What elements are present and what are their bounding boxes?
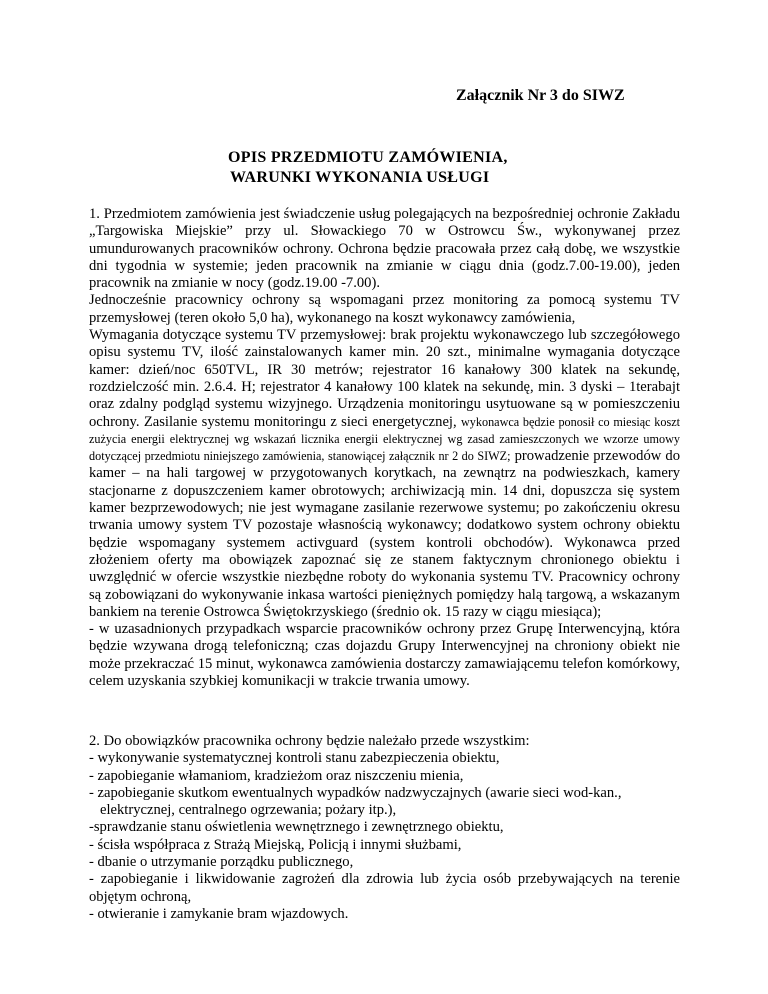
section-1 [89, 206, 680, 690]
section-1-paragraph-intervention: - w uzasadnionych przypadkach wsparcie pracowników ochrony przez Grupę Interwencyjną, która będzie wzywana drogą telefoniczną; czas dojazdu Grupy Interwencyjnej na chroniony obiekt nie może przekraczać 15 minut, wykonawca zamówienia dostarczy zamawiającemu telefon komórkowy, celem uzyskania szybkiej komunikacji w trakcie trwania umowy. [89, 621, 680, 690]
document-title-line-2: WARUNKI WYKONANIA USŁUGI [230, 169, 490, 186]
duty-item: - zapobieganie włamaniom, kradzieżom oraz niszczeniu mienia, [89, 767, 464, 784]
section-1-paragraph-requirements [89, 327, 680, 621]
section-1-paragraph-monitoring: Jednocześnie pracownicy ochrony są wspomagani przez monitoring za pomocą systemu TV przemysłowej (teren około 5,0 ha), wykonanego na koszt wykonawcy zamówienia, [89, 292, 680, 326]
requirements-text-continued: prowadzenie przewodów do kamer – na hali targowej w przygotowanych korytkach, na zewnątrz na podwieszkach, kamery stacjonarne z dopuszczeniem kamer obrotowych; archiwizacją min. 14 dni, dopuszcza się system kamer bezprzewodowych; nie jest wymagane zasilanie rezerwowe systemu; po zakończeniu okresu trwania umowy system TV pozostaje własnością wykonawcy; dodatkowo system ochrony obiektu będzie wspomagany systemem activguard (system kontroli obchodów). Wykonawca przed złożeniem oferty ma obowiązek zapoznać się ze stanem faktycznym chronionego obiektu i uwzględnić w ofercie wszystkie niezbędne roboty do wykonania systemu TV. Pracownicy ochrony są zobowiązani do wykonywanie inkasa wartości pieniężnych pomiędzy halą targową, a wskazanym bankiem na terenie Ostrowca Świętokrzyskiego (średnio ok. 15 razy w ciągu miesiąca); [89, 448, 680, 620]
section-1-paragraph-scope: 1. Przedmiotem zamówienia jest świadczenie usług polegających na bezpośredniej ochronie Zakładu „Targowiska Miejskie” przy ul. Słowackiego 70 w Ostrowcu Św., wykonywanej przez umundurowanych pracowników ochrony. Ochrona będzie pracowała przez całą dobę, we wszystkie dni tygodnia w systemie; jeden pracownik na zmianie w ciągu dnia (godz.7.00-19.00), jeden pracownik na zmianie w nocy (godz.19.00 -7.00). [89, 206, 680, 292]
attachment-label: Załącznik Nr 3 do SIWZ [456, 87, 625, 104]
duty-item: - zapobieganie i likwidowanie zagrożeń dla zdrowia lub życia osób przebywających na terenie objętym ochroną, [89, 871, 680, 905]
duty-item-continued: elektrycznej, centralnego ogrzewania; pożary itp.), [100, 802, 397, 819]
section-2 [89, 733, 680, 923]
section-2-intro: 2. Do obowiązków pracownika ochrony będzie należało przede wszystkim: [89, 733, 530, 749]
duty-item: - ścisła współpraca z Strażą Miejską, Policją i innymi służbami, [89, 836, 462, 853]
requirements-energy-note: wykonawca będzie ponosił co miesiąc koszt zużycia energii elektrycznej wg wskazań licznika energii elektrycznej wg zasad zamieszczonych we wzorze umowy dotyczącej przedmiotu niniejszego zamówienia, stanowiącej załącznik nr 2 do SIWZ; [89, 414, 680, 464]
requirements-text: Wymagania dotyczące systemu TV przemysłowej: brak projektu wykonawczego lub szczegółowego opisu systemu TV, ilość zainstalowanych kamer min. 20 szt., minimalne wymagania dotyczące kamer: dzień/noc 650TVL, IR 30 metrów; rejestrator 16 kanałowy 300 klatek na sekundę, rozdzielczość min. 2.6.4. H; rejestrator 4 kanałowy 100 klatek na sekundę, min. 3 dyski – 1terabajt oraz zdalny podgląd systemu wizyjnego. Urządzenia monitoringu usytuowane są w pomieszczeniu ochrony. Zasilanie systemu monitoringu z sieci energetycznej, [89, 327, 680, 430]
duty-item: - zapobieganie skutkom ewentualnych wypadków nadzwyczajnych (awarie sieci wod-kan., [89, 784, 622, 801]
duty-item: - wykonywanie systematycznej kontroli stanu zabezpieczenia obiektu, [89, 750, 500, 767]
duty-item: - dbanie o utrzymanie porządku publicznego, [89, 854, 354, 871]
document-title-line-1: OPIS PRZEDMIOTU ZAMÓWIENIA, [228, 149, 508, 166]
duty-item: - otwieranie i zamykanie bram wjazdowych. [89, 905, 349, 922]
duty-item: -sprawdzanie stanu oświetlenia wewnętrznego i zewnętrznego obiektu, [89, 819, 504, 836]
